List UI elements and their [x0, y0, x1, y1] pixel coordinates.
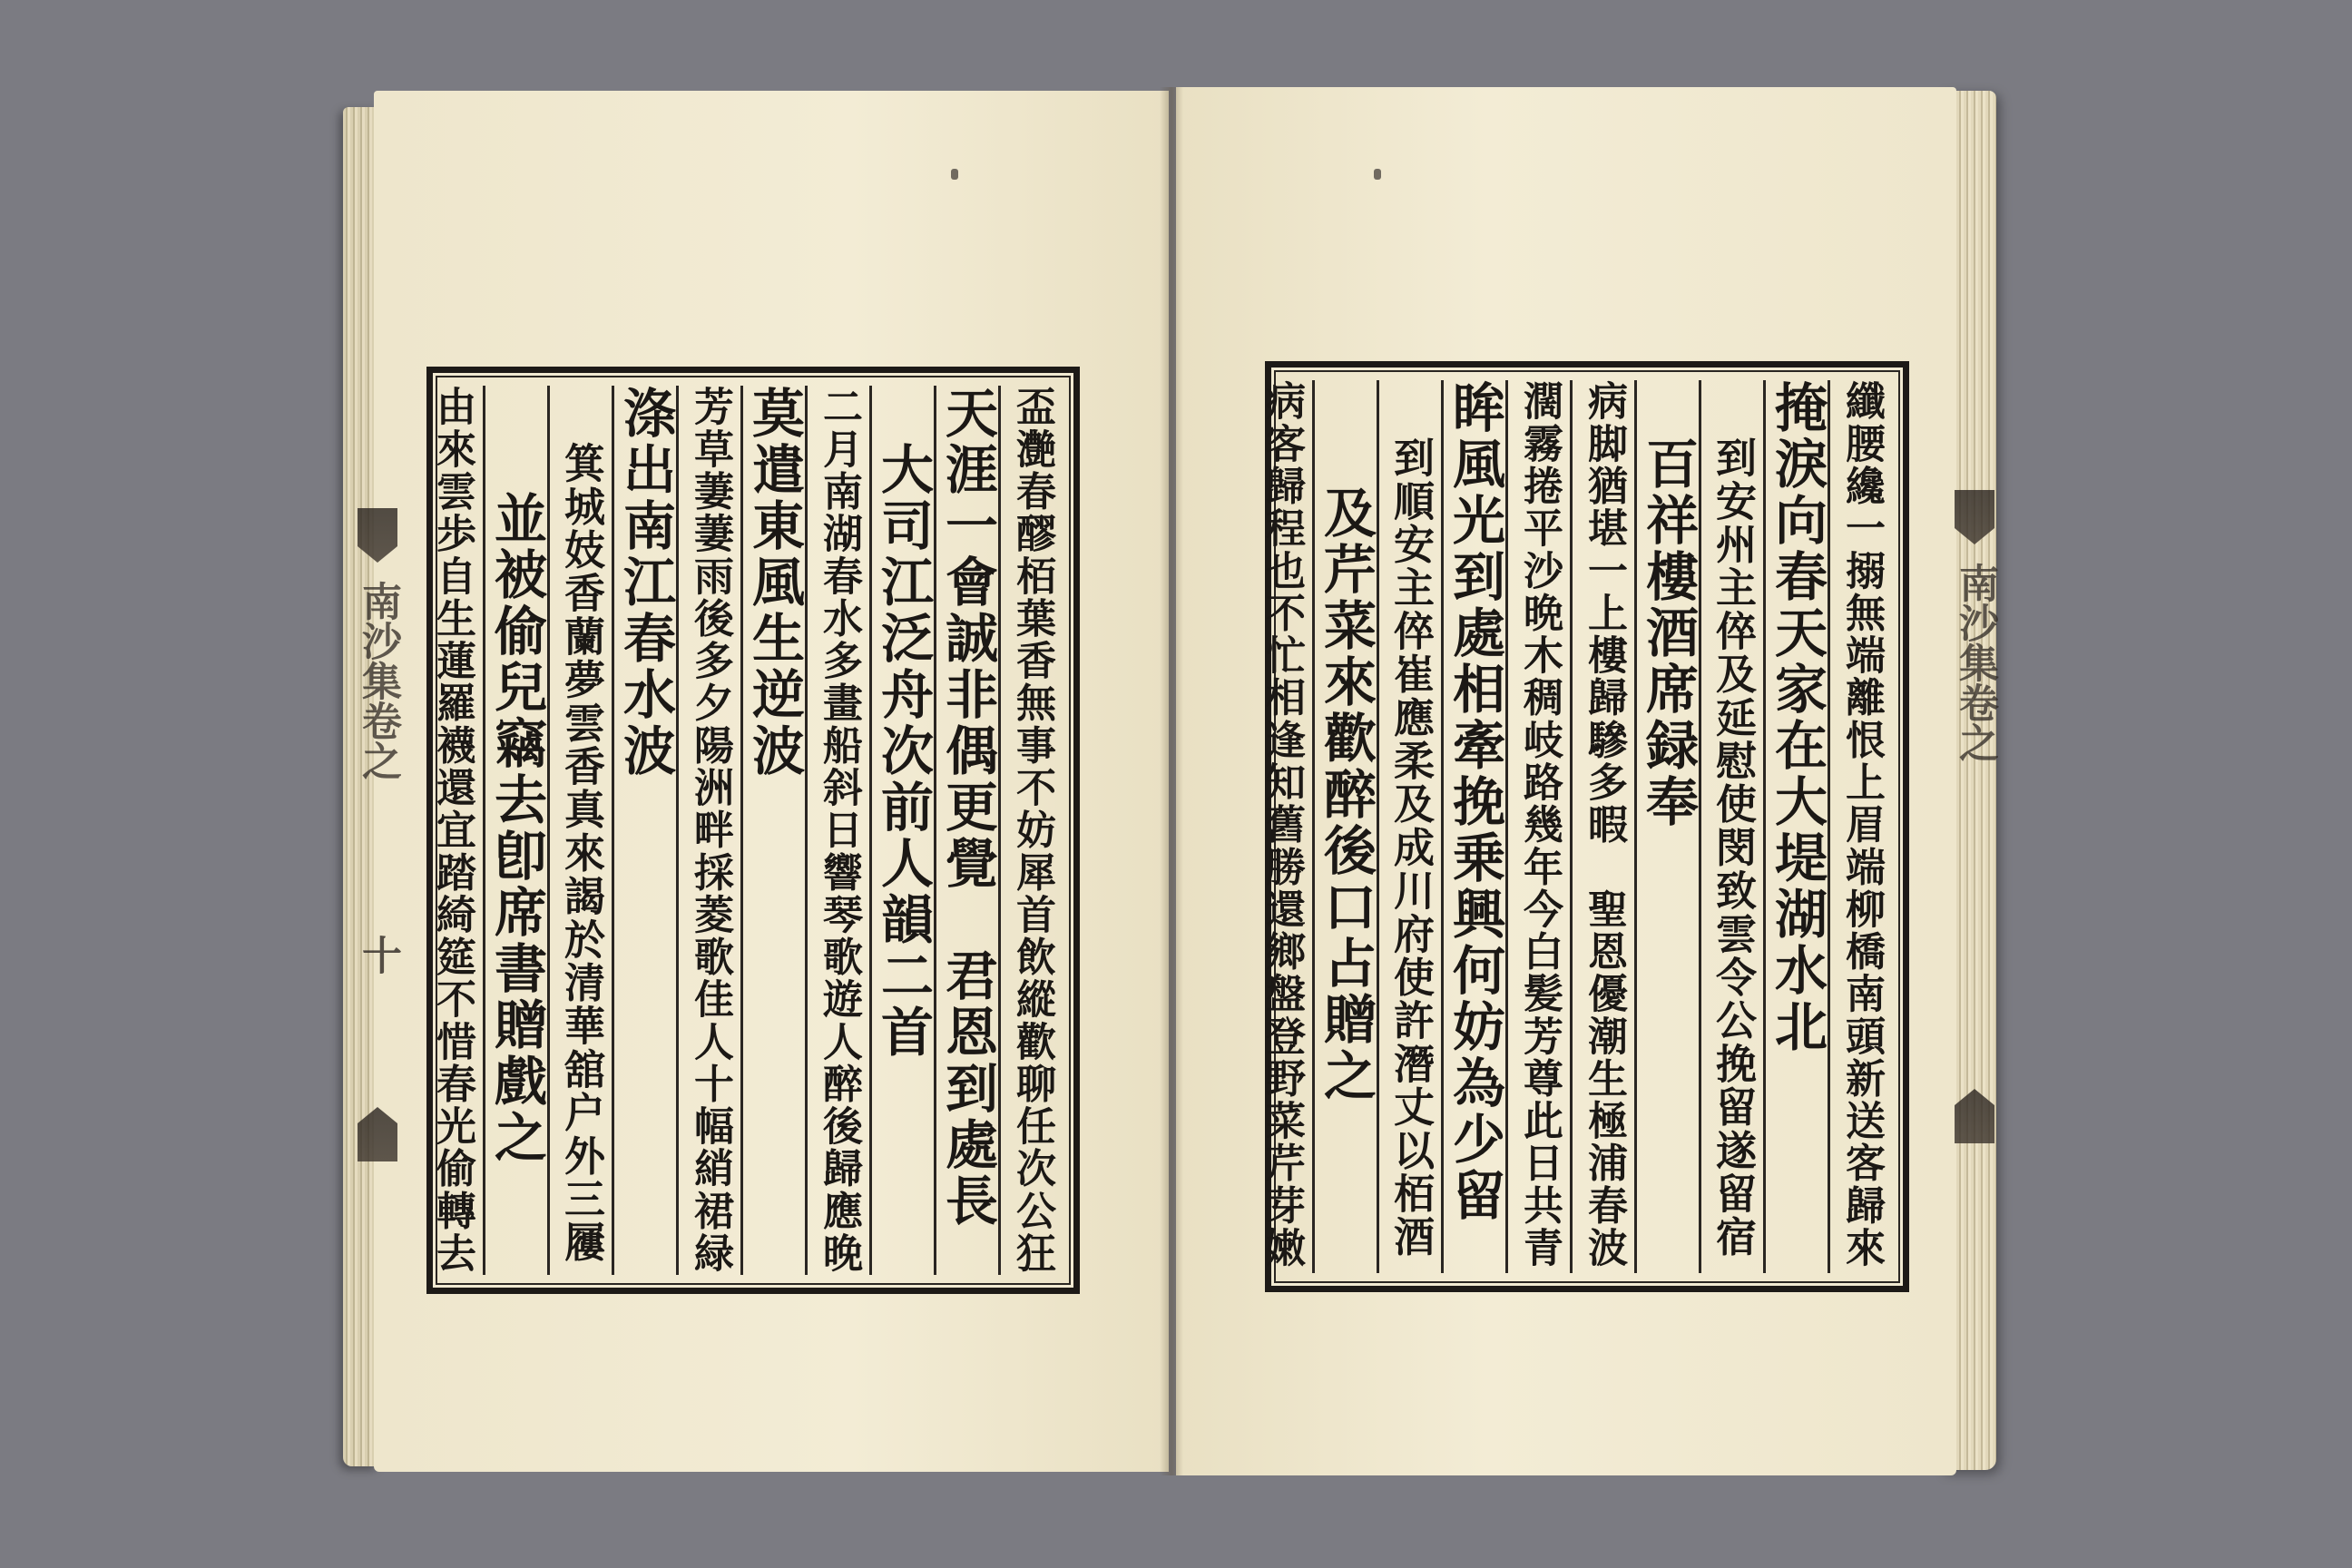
- text-column: [1441, 380, 1505, 1273]
- right-margin-title: 南沙集卷之: [1952, 563, 1998, 762]
- text-column: [612, 386, 676, 1275]
- column-text: 莫遣東風生逆波: [743, 386, 805, 779]
- text-column: [676, 386, 740, 1275]
- text-column: [1828, 380, 1892, 1273]
- right-text-block: [1259, 361, 1909, 1292]
- text-column: [483, 386, 547, 1275]
- column-text: 病客歸程也不忙相逢知舊勝還鄉盤登野菜芹芽嫩: [1259, 380, 1305, 1269]
- text-column: [421, 386, 483, 1275]
- column-text: 百祥樓酒席録奉: [1637, 436, 1699, 830]
- column-text: 掩淚向春天家在大堤湖水北: [1766, 380, 1828, 1055]
- text-column: [934, 386, 998, 1275]
- text-column: [805, 386, 869, 1275]
- ink-speck: [951, 169, 958, 180]
- text-column: [1699, 380, 1763, 1273]
- text-column: [1505, 380, 1570, 1273]
- text-column: [1763, 380, 1828, 1273]
- column-text: 到順安主倅崔應柔及成川府使許潛丈以栢酒: [1387, 436, 1435, 1259]
- column-text: 由來雲歩自生蓮羅襪還宜踏綺筵不惜春光偷轉去: [429, 386, 475, 1275]
- text-column: [740, 386, 805, 1275]
- fishtail-mark-icon: [1955, 1089, 1994, 1143]
- column-text: 病脚猶堪一上樓歸驂多暇 聖恩優潮生極浦春波: [1581, 380, 1627, 1269]
- book-gutter: [1160, 87, 1183, 1475]
- column-text: 眸風光到處相牽挽乗興何妨為少留: [1444, 380, 1505, 1224]
- left-text-block: [426, 367, 1080, 1294]
- text-column: [1570, 380, 1634, 1273]
- text-column: [998, 386, 1063, 1275]
- left-page-number: 十: [355, 935, 401, 975]
- column-text: 纖腰纔一搦無端離恨上眉端柳橋南頭新送客歸來: [1838, 380, 1885, 1269]
- text-column: [869, 386, 934, 1275]
- column-text: 涤出南江春水波: [614, 386, 676, 779]
- column-text: 並被偷兒竊去卽席書贈戲之: [485, 491, 547, 1166]
- fishtail-mark-icon: [1955, 490, 1994, 544]
- column-text: 及芹菜來歡醉後口占贈之: [1315, 485, 1377, 1104]
- fishtail-mark-icon: [358, 1107, 397, 1161]
- text-column: [1312, 380, 1377, 1273]
- column-text: 箕城妓香蘭夢雲香真來謁於清華舘户外三屨: [557, 442, 605, 1265]
- column-text: 盃灔春醪栢葉香無事不妨犀首飲縱歡聊任次公狂: [1009, 386, 1055, 1275]
- column-text: 二月南湖春水多畫船斜日響琴歌遊人醉後歸應晚: [816, 386, 862, 1275]
- text-column: [547, 386, 612, 1275]
- fishtail-mark-icon: [358, 508, 397, 563]
- left-margin-title: 南沙集卷之: [355, 581, 401, 780]
- right-fold-margin: [1949, 490, 2000, 1143]
- column-text: 到安州主倅及延慰使閔致雲令公挽留遂留宿: [1709, 436, 1757, 1259]
- column-text: 芳草萋萋雨後多夕陽洲畔採菱歌佳人十幅綃裙緑: [687, 386, 733, 1275]
- text-column: [1377, 380, 1441, 1273]
- left-fold-margin: [352, 508, 403, 1161]
- column-text: 大司江泛舟次前人韻二首: [872, 442, 934, 1061]
- text-column: [1634, 380, 1699, 1273]
- column-text: 濶霧捲平沙晩木稠岐路幾年今白髪芳尊此日共青: [1516, 380, 1563, 1269]
- ink-speck: [1374, 169, 1381, 180]
- text-column: [1250, 380, 1312, 1273]
- column-text: 天涯一會誠非偶更覺 君恩到處長: [936, 386, 998, 1230]
